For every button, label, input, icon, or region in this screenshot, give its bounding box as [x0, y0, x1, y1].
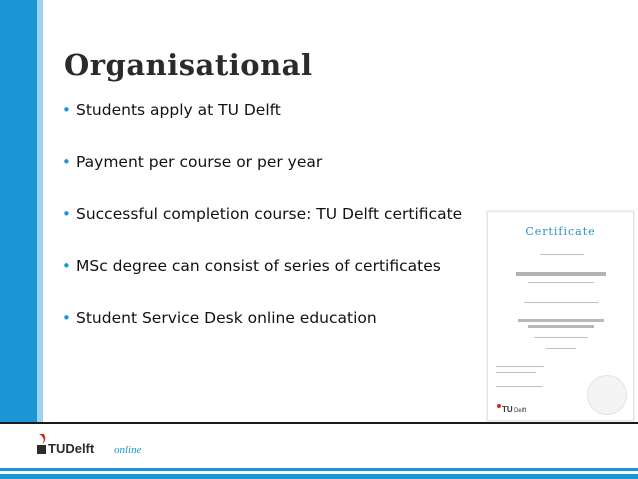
certificate-text-line	[534, 337, 588, 338]
svg-text:Delft: Delft	[514, 408, 527, 414]
certificate-course-line	[528, 325, 594, 328]
flame-icon	[37, 434, 46, 454]
footer-divider	[0, 422, 638, 424]
bullet-list	[62, 95, 462, 355]
certificate-heading: Certificate	[525, 225, 596, 238]
certificate-image	[487, 211, 634, 421]
footer-logo-text: TUDelft	[48, 441, 95, 456]
certificate-text-line	[540, 254, 584, 255]
bullet-item	[62, 199, 462, 251]
bullet-text: Student Service Desk online education	[76, 309, 377, 327]
tudelft-online-logo	[36, 432, 156, 458]
bullet-text: Successful completion course: TU Delft certificate	[76, 205, 463, 223]
bullet-text: Payment per course or per year	[76, 153, 323, 171]
footer-stripe	[0, 468, 638, 471]
certificate-text-line	[546, 348, 576, 349]
bullet-item	[62, 251, 462, 303]
bullet-dot-icon: •	[62, 153, 71, 171]
certificate-seal-icon	[587, 375, 627, 415]
left-accent-bar-light	[37, 0, 43, 422]
certificate-signature-line	[496, 372, 536, 373]
certificate-signature-line	[496, 366, 544, 367]
certificate-course-line	[518, 319, 604, 322]
certificate-text-line	[528, 282, 594, 283]
bullet-item	[62, 147, 462, 199]
footer-logo-subtext: online	[114, 444, 142, 456]
bullet-item	[62, 303, 462, 355]
bullet-item	[62, 95, 462, 147]
bullet-text: Students apply at TU Delft	[76, 101, 281, 119]
slide-title: Organisational	[64, 48, 313, 82]
bullet-dot-icon: •	[62, 205, 71, 223]
certificate-recipient-line	[516, 272, 606, 276]
certificate-tudelft-logo-icon	[496, 402, 530, 414]
left-accent-bar	[0, 0, 37, 422]
certificate-signature-line	[496, 386, 542, 387]
bullet-dot-icon: •	[62, 309, 71, 327]
bullet-dot-icon: •	[62, 101, 71, 119]
certificate-text-line	[524, 302, 598, 303]
bullet-text: MSc degree can consist of series of certificates	[76, 257, 441, 275]
svg-text:TU: TU	[502, 405, 513, 414]
footer-stripe	[0, 474, 638, 479]
bullet-dot-icon: •	[62, 257, 71, 275]
